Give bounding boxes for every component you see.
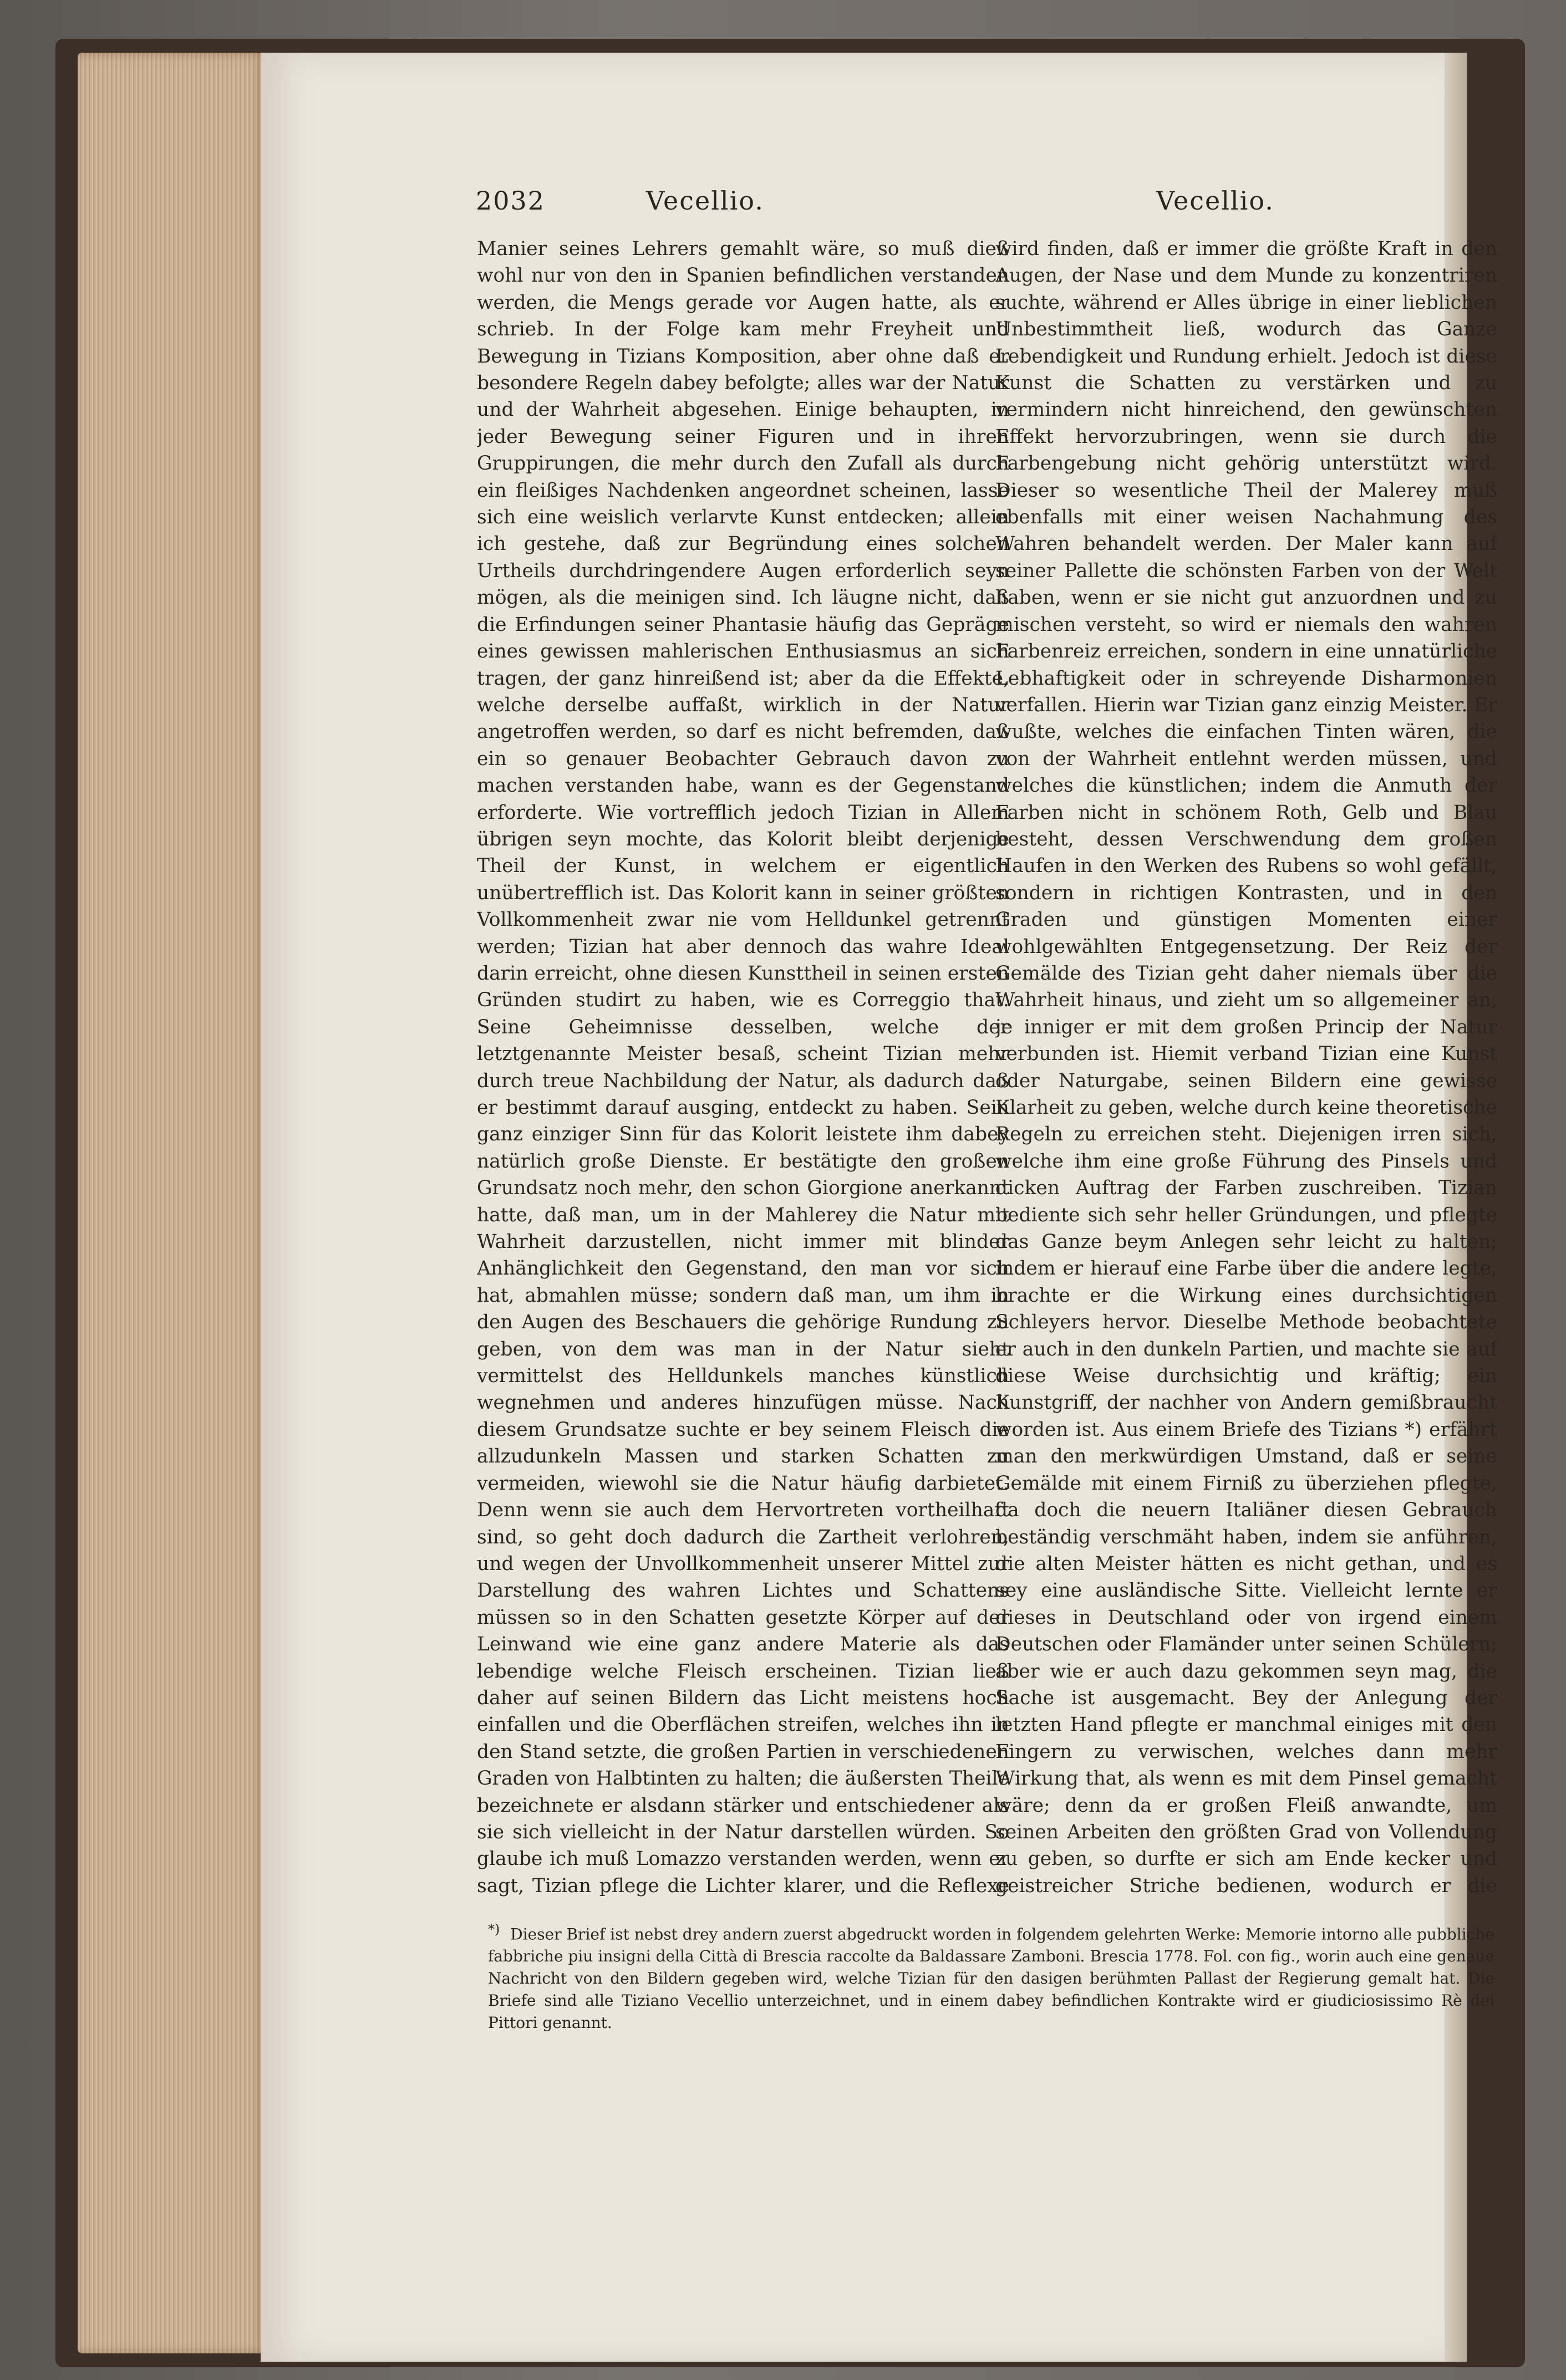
text-column-right: [995, 236, 1497, 1899]
page-edges: [78, 53, 266, 2353]
text-column-left: [477, 236, 1009, 1899]
footnote: [488, 1918, 1494, 2034]
column-text: Manier seines Lehrers gemahlt wäre, so muß dieß wohl nur von den in Spanien befindlichen verstanden werden, die Mengs gerade vor Augen hatte, als er schrieb. In der Folge kam mehr Freyheit und Bewegung in Tizians Komposition, aber ohne daß er besondere Regeln dabey befolgte; alles war der Natur und der Wahrheit abgesehen. Einige behaupten, in jeder Bewegung seiner Figuren und in ihren Gruppirungen, die mehr durch den Zufall als durch ein fleißiges Nachdenken angeordnet scheinen, lasse sich eine weislich verlarvte Kunst entdecken; allein ich gestehe, daß zur Begründung eines solchen Urtheils durchdringendere Augen erforderlich seyn mögen, als die meinigen sind. Ich läugne nicht, daß die Erfindungen seiner Phantasie häufig das Gepräge eines gewissen mahlerischen Enthusiasmus an sich tragen, der ganz hinreißend ist; aber da die Effekte, welche derselbe auffaßt, wirklich in der Natur angetroffen werden, so darf es nicht befremden, daß ein so genauer Beobachter Gebrauch davon zu machen verstanden habe, wann es der Gegenstand erforderte. Wie vortrefflich jedoch Tizian in Allem übrigen seyn mochte, das Kolorit bleibt derjenige Theil der Kunst, in welchem er eigentlich unübertrefflich ist. Das Kolorit kann in seiner größten Vollkommenheit zwar nie vom Helldunkel getrennt werden; Tizian hat aber dennoch das wahre Ideal darin erreicht, ohne diesen Kunsttheil in seinen ersten Gründen studirt zu haben, wie es Correggio that. Seine Geheimnisse desselben, welche der letztgenannte Meister besaß, scheint Tizian mehr durch treue Nachbildung der Natur, als dadurch daß er bestimmt darauf ausging, entdeckt zu haben. Sein ganz einziger Sinn für das Kolorit leistete ihm dabey natürlich große Dienste. Er bestätigte den großen Grundsatz noch mehr, den schon Giorgione anerkannt hatte, daß man, um in der Mahlerey die Natur mit Wahrheit darzustellen, nicht immer mit blinder Anhänglichkeit den Gegenstand, den man vor sich hat, abmahlen müsse; sondern daß man, um ihm in den Augen des Beschauers die gehörige Rundung zu geben, von dem was man in der Natur sieht vermittelst des Helldunkels manches künstlich wegnehmen und anderes hinzufügen müsse. Nach diesem Grundsatze suchte er bey seinem Fleisch die allzudunkeln Massen und starken Schatten zu vermeiden, wiewohl sie die Natur häufig darbietet. Denn wenn sie auch dem Hervortreten vortheilhaft sind, so geht doch dadurch die Zartheit verlohren, und wegen der Unvollkommenheit unserer Mittel zur Darstellung des wahren Lichtes und Schattens müssen so in den Schatten gesetzte Körper auf der Leinwand wie eine ganz andere Materie als das lebendige welche Fleisch erscheinen. Tizian ließ daher auf seinen Bildern das Licht meistens hoch einfallen und die Oberflächen streifen, welches ihn in den Stand setzte, die großen Partien in verschiedenen Graden von Halbtinten zu halten; die äußersten Theile bezeichnete er alsdann stärker und entschiedener als sie sich vielleicht in der Natur darstellen würden. So glaube ich muß Lomazzo verstanden werden, wenn er sagt, Tizian pflege die Lichter klarer, und die Reflexe: [477, 238, 1009, 1897]
column-text: wird finden, daß er immer die größte Kraft in den Augen, der Nase und dem Munde zu konzentriren suchte, während er Alles übrige in einer lieblichen Unbestimmtheit ließ, wodurch das Ganze Lebendigkeit und Rundung erhielt. Jedoch ist diese Kunst die Schatten zu verstärken und zu vermindern nicht hinreichend, den gewünschten Effekt hervorzubringen, wenn sie durch die Farbengebung nicht gehörig unterstützt wird. Dieser so wesentliche Theil der Malerey muß ebenfalls mit einer weisen Nachahmung des Wahren behandelt werden. Der Maler kann auf seiner Pallette die schönsten Farben von der Welt haben, wenn er sie nicht gut anzuordnen und zu mischen versteht, so wird er niemals den wahren Farbenreiz erreichen, sondern in eine unnatürliche Lebhaftigkeit oder in schreyende Disharmonien verfallen. Hierin war Tizian ganz einzig Meister. Er wußte, welches die einfachen Tinten wären, die von der Wahrheit entlehnt werden müssen, und welches die künstlichen; indem die Anmuth der Farben nicht in schönem Roth, Gelb und Blau besteht, dessen Verschwendung dem großen Haufen in den Werken des Rubens so wohl gefällt, sondern in richtigen Kontrasten, und in den Graden und günstigen Momenten einer wohlgewählten Entgegensetzung. Der Reiz der Gemälde des Tizian geht daher niemals über die Wahrheit hinaus, und zieht um so allgemeiner an, je inniger er mit dem großen Princip der Natur verbunden ist. Hiemit verband Tizian eine Kunst oder Naturgabe, seinen Bildern eine gewisse Klarheit zu geben, welche durch keine theoretische Regeln zu erreichen steht. Diejenigen irren sich, welche ihm eine große Führung des Pinsels und dicken Auftrag der Farben zuschreiben. Tizian bediente sich sehr heller Gründungen, und pflegte das Ganze beym Anlegen sehr leicht zu halten; indem er hierauf eine Farbe über die andere legte, brachte er die Wirkung eines durchsichtigen Schleyers hervor. Dieselbe Methode beobachtete er auch in den dunkeln Partien, und machte sie auf diese Weise durchsichtig und kräftig; ein Kunstgriff, der nachher von Andern gemißbraucht worden ist. Aus einem Briefe des Tizians *) erfährt man den merkwürdigen Umstand, daß er seine Gemälde mit einem Firniß zu überziehen pflegte, da doch die neuern Italiäner diesen Gebrauch beständig verschmäht haben, indem sie anführen, die alten Meister hätten es nicht gethan, und es sey eine ausländische Sitte. Vielleicht lernte er dieses in Deutschland oder von irgend einem Deutschen oder Flamänder unter seinen Schülern; aber wie er auch dazu gekommen seyn mag, die Sache ist ausgemacht. Bey der Anlegung der letzten Hand pflegte er manchmal einiges mit den Fingern zu verwischen, welches dann mehr Wirkung that, als wenn es mit dem Pinsel gemacht wäre; denn da er großen Fleiß anwandte, um seinen Arbeiten den größten Grad von Vollendung zu geben, so durfte er sich am Ende kecker und geistreicher Striche bedienen, wodurch er die: [995, 238, 1497, 1897]
footnote-text: Dieser Brief ist nebst drey andern zuerst abgedruckt worden in folgendem gelehrten Werke: Memorie intorno alle pubbliche fabbriche piu insigni della Città di Brescia raccolte da Baldassare Zamboni. Brescia 1778. Fol. con fig., worin auch eine genaue Nachricht von den Bildern gegeben wird, welche Tizian für den dasigen berühmten Pallast der Regierung gemalt hat. Die Briefe sind alle Tiziano Vecellio unterzeichnet, und in einem dabey befindlichen Kontrakte wird er giudiciosissimo Rè dei Pittori genannt.: [488, 1925, 1494, 2032]
running-head-right: Vecellio.: [1156, 186, 1274, 216]
page-number: 2032: [476, 186, 546, 216]
footnote-marker: *): [488, 1922, 500, 1937]
running-head-left: Vecellio.: [646, 186, 764, 216]
